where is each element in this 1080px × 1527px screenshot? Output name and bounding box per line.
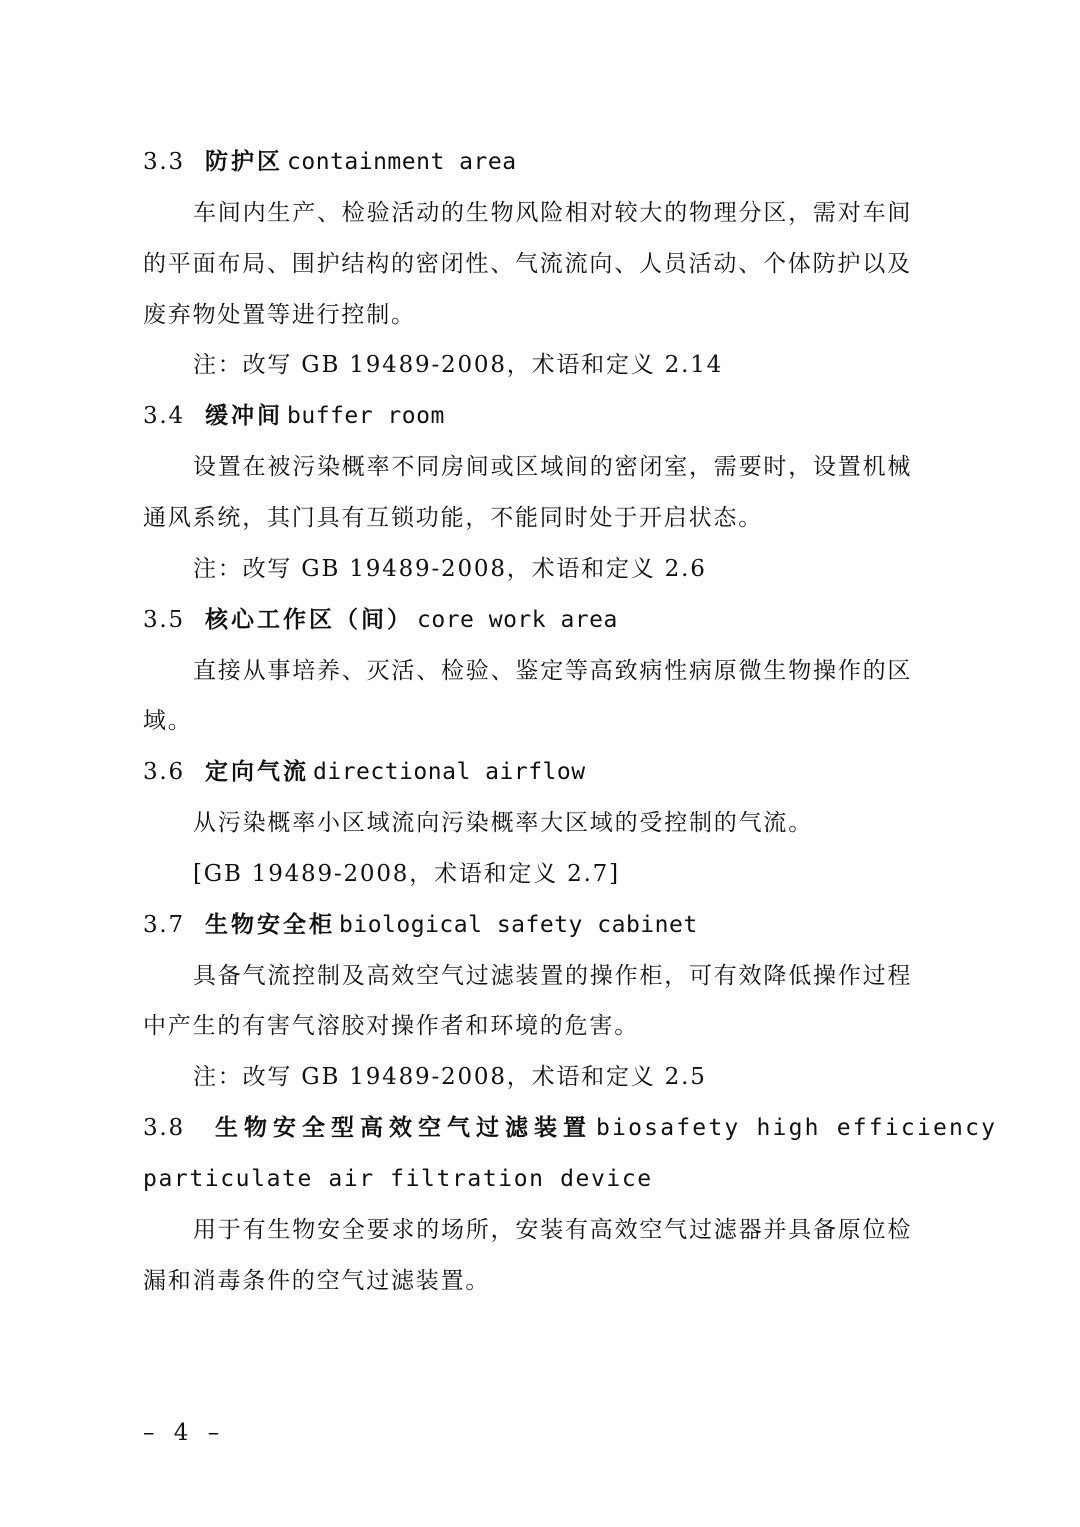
body-line: 设置在被污染概率不同房间或区域间的密闭室，需要时，设置机械 <box>193 454 913 480</box>
section-number: 3.4 <box>143 403 185 429</box>
term-zh: 核心工作区（间） <box>205 607 413 633</box>
body-line: 漏和消毒条件的空气过滤装置。 <box>143 1268 491 1294</box>
section-heading-3-3 <box>143 137 940 188</box>
section-number: 3.7 <box>143 912 185 938</box>
section-heading-3-5 <box>143 595 940 646</box>
term-en: core work area <box>417 607 618 633</box>
body-line: 车间内生产、检验活动的生物风险相对较大的物理分区，需对车间 <box>193 200 913 226</box>
term-zh: 生物安全型高效空气过滤装置 <box>215 1115 592 1141</box>
note-line: 注：改写 GB 19489-2008，术语和定义 2.6 <box>193 556 707 582</box>
term-zh: 定向气流 <box>205 759 309 785</box>
term-en: biosafety high efficiency <box>596 1115 998 1141</box>
body-line: 废弃物处置等进行控制。 <box>143 302 416 328</box>
note-line: 注：改写 GB 19489-2008，术语和定义 2.5 <box>193 1064 707 1090</box>
section-number: 3.5 <box>143 607 185 633</box>
section-heading-3-8 <box>143 1103 998 1154</box>
term-en: biological safety cabinet <box>339 912 698 938</box>
section-number: 3.6 <box>143 759 185 785</box>
term-zh: 缓冲间 <box>205 403 283 429</box>
body-line: 从污染概率小区域流向污染概率大区域的受控制的气流。 <box>193 810 813 836</box>
term-zh: 防护区 <box>205 149 283 175</box>
term-en: buffer room <box>287 403 445 429</box>
note-line: [GB 19489-2008，术语和定义 2.7] <box>193 861 620 887</box>
section-heading-3-7 <box>143 900 940 951</box>
body-line: 用于有生物安全要求的场所，安装有高效空气过滤器并具备原位检 <box>193 1217 913 1243</box>
note-line: 注：改写 GB 19489-2008，术语和定义 2.14 <box>193 352 724 378</box>
term-en: containment area <box>287 149 517 175</box>
body-line: 中产生的有害气溶胶对操作者和环境的危害。 <box>143 1013 639 1039</box>
section-number: 3.3 <box>143 149 185 175</box>
section-heading-3-4 <box>143 391 940 442</box>
body-line: 的平面布局、围护结构的密闭性、气流流向、人员活动、个体防护以及 <box>143 251 912 277</box>
page-number: – 4 – <box>143 1420 226 1446</box>
term-en: directional airflow <box>313 759 586 785</box>
body-line: 具备气流控制及高效空气过滤装置的操作柜，可有效降低操作过程 <box>193 963 913 989</box>
section-number: 3.8 <box>143 1115 185 1141</box>
body-line: 通风系统，其门具有互锁功能，不能同时处于开启状态。 <box>143 505 763 531</box>
body-line: 域。 <box>143 708 193 734</box>
term-zh: 生物安全柜 <box>205 912 335 938</box>
term-en-continuation: particulate air filtration device <box>143 1166 653 1192</box>
section-heading-3-6 <box>143 747 940 798</box>
body-line: 直接从事培养、灭活、检验、鉴定等高致病性病原微生物操作的区 <box>193 658 913 684</box>
